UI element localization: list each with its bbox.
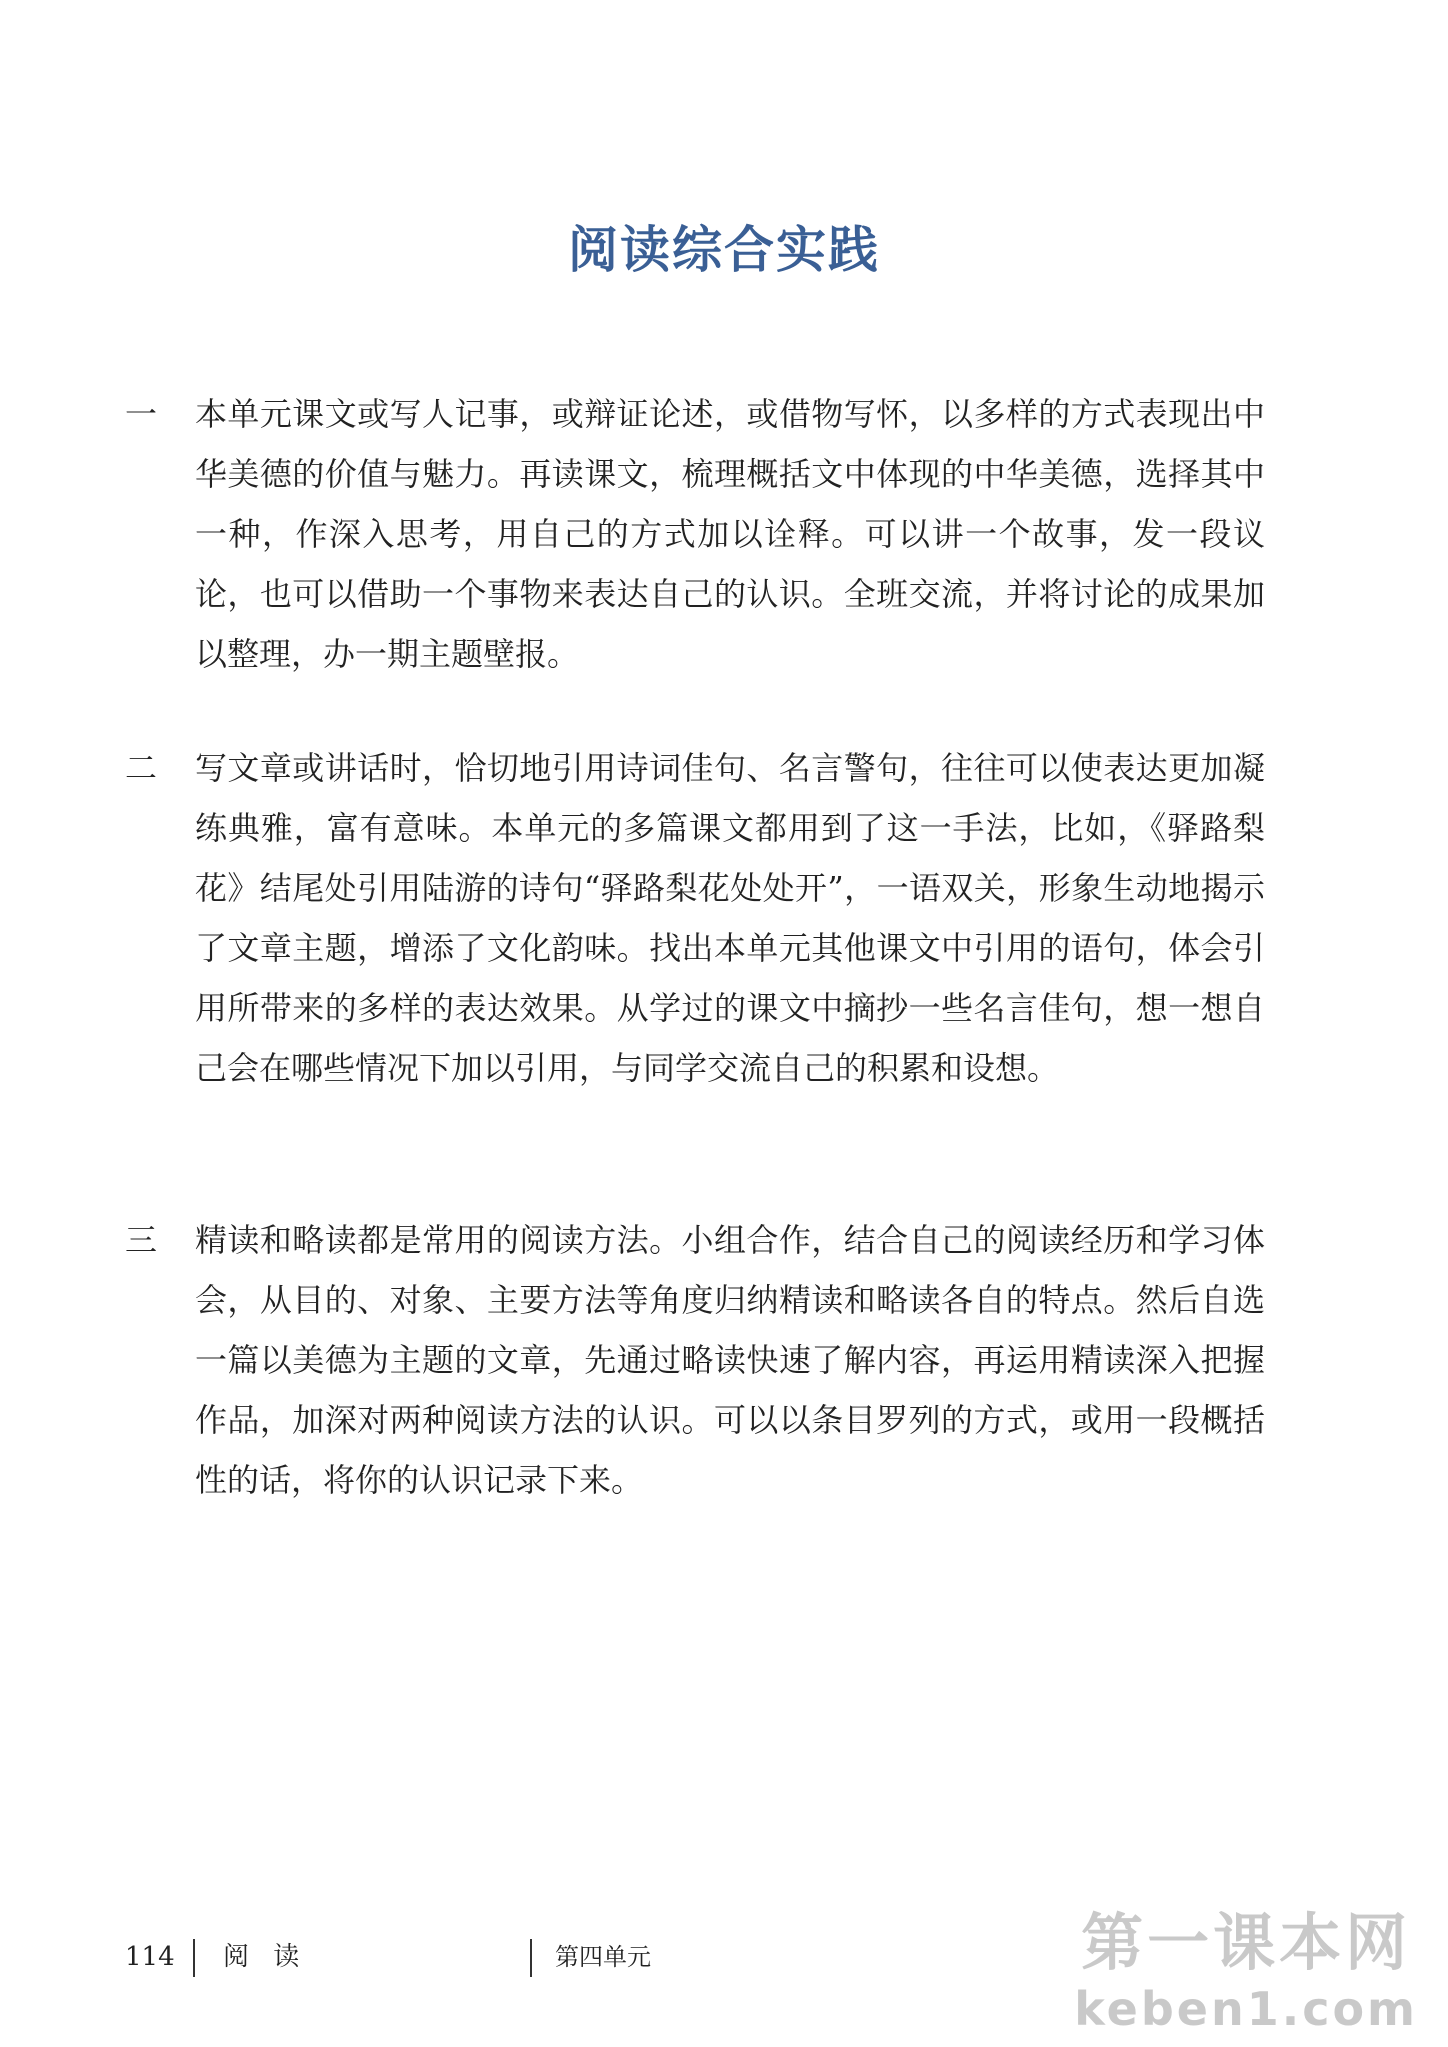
watermark-en: keben1.com xyxy=(1074,1982,1418,2036)
section-text: 本单元课文或写人记事，或辩证论述，或借物写怀，以多样的方式表现出中华美德的价值与魅力。再读课文，梳理概括文中体现的中华美德，选择其中一种，作深入思考，用自己的方式加以诠释。可以讲一个故事，发一段议论，也可以借助一个事物来表达自己的认识。全班交流，并将讨论的成果加以整理，办一期主题壁报。 xyxy=(195,395,1265,673)
watermark-cn: 第一课本网 xyxy=(1081,1906,1412,1979)
footer-page-number: 114 xyxy=(125,1942,175,1972)
section-text: 写文章或讲话时，恰切地引用诗词佳句、名言警句，往往可以使表达更加凝练典雅，富有意味。本单元的多篇课文都用到了这一手法，比如，《驿路梨花》结尾处引用陆游的诗句“驿路梨花处处开”，一语双关，形象生动地揭示了文章主题，增添了文化韵味。找出本单元其他课文中引用的语句，体会引用所带来的多样的表达效果。从学过的课文中摘抄一些名言佳句，想一想自己会在哪些情况下加以引用，与同学交流自己的积累和设想。 xyxy=(195,749,1265,1087)
footer-section-label: 阅 读 xyxy=(223,1942,308,1972)
section-number: 三 xyxy=(125,1221,158,1259)
section-text: 精读和略读都是常用的阅读方法。小组合作，结合自己的阅读经历和学习体会，从目的、对象、主要方法等角度归纳精读和略读各自的特点。然后自选一篇以美德为主题的文章，先通过略读快速了解内容，再运用精读深入把握作品，加深对两种阅读方法的认识。可以以条目罗列的方式，或用一段概括性的话，将你的认识记录下来。 xyxy=(195,1221,1265,1499)
watermark xyxy=(1074,1905,1418,2037)
page-title: 阅读综合实践 xyxy=(568,220,880,279)
section-number: 一 xyxy=(125,395,158,433)
exercise-section-3 xyxy=(125,1210,1275,1510)
footer-divider xyxy=(530,1939,532,1977)
exercise-section-1 xyxy=(125,384,1275,684)
footer-divider xyxy=(193,1939,195,1977)
section-number: 二 xyxy=(125,749,158,787)
footer-unit-label: 第四单元 xyxy=(555,1943,651,1971)
exercise-section-2 xyxy=(125,738,1275,1098)
